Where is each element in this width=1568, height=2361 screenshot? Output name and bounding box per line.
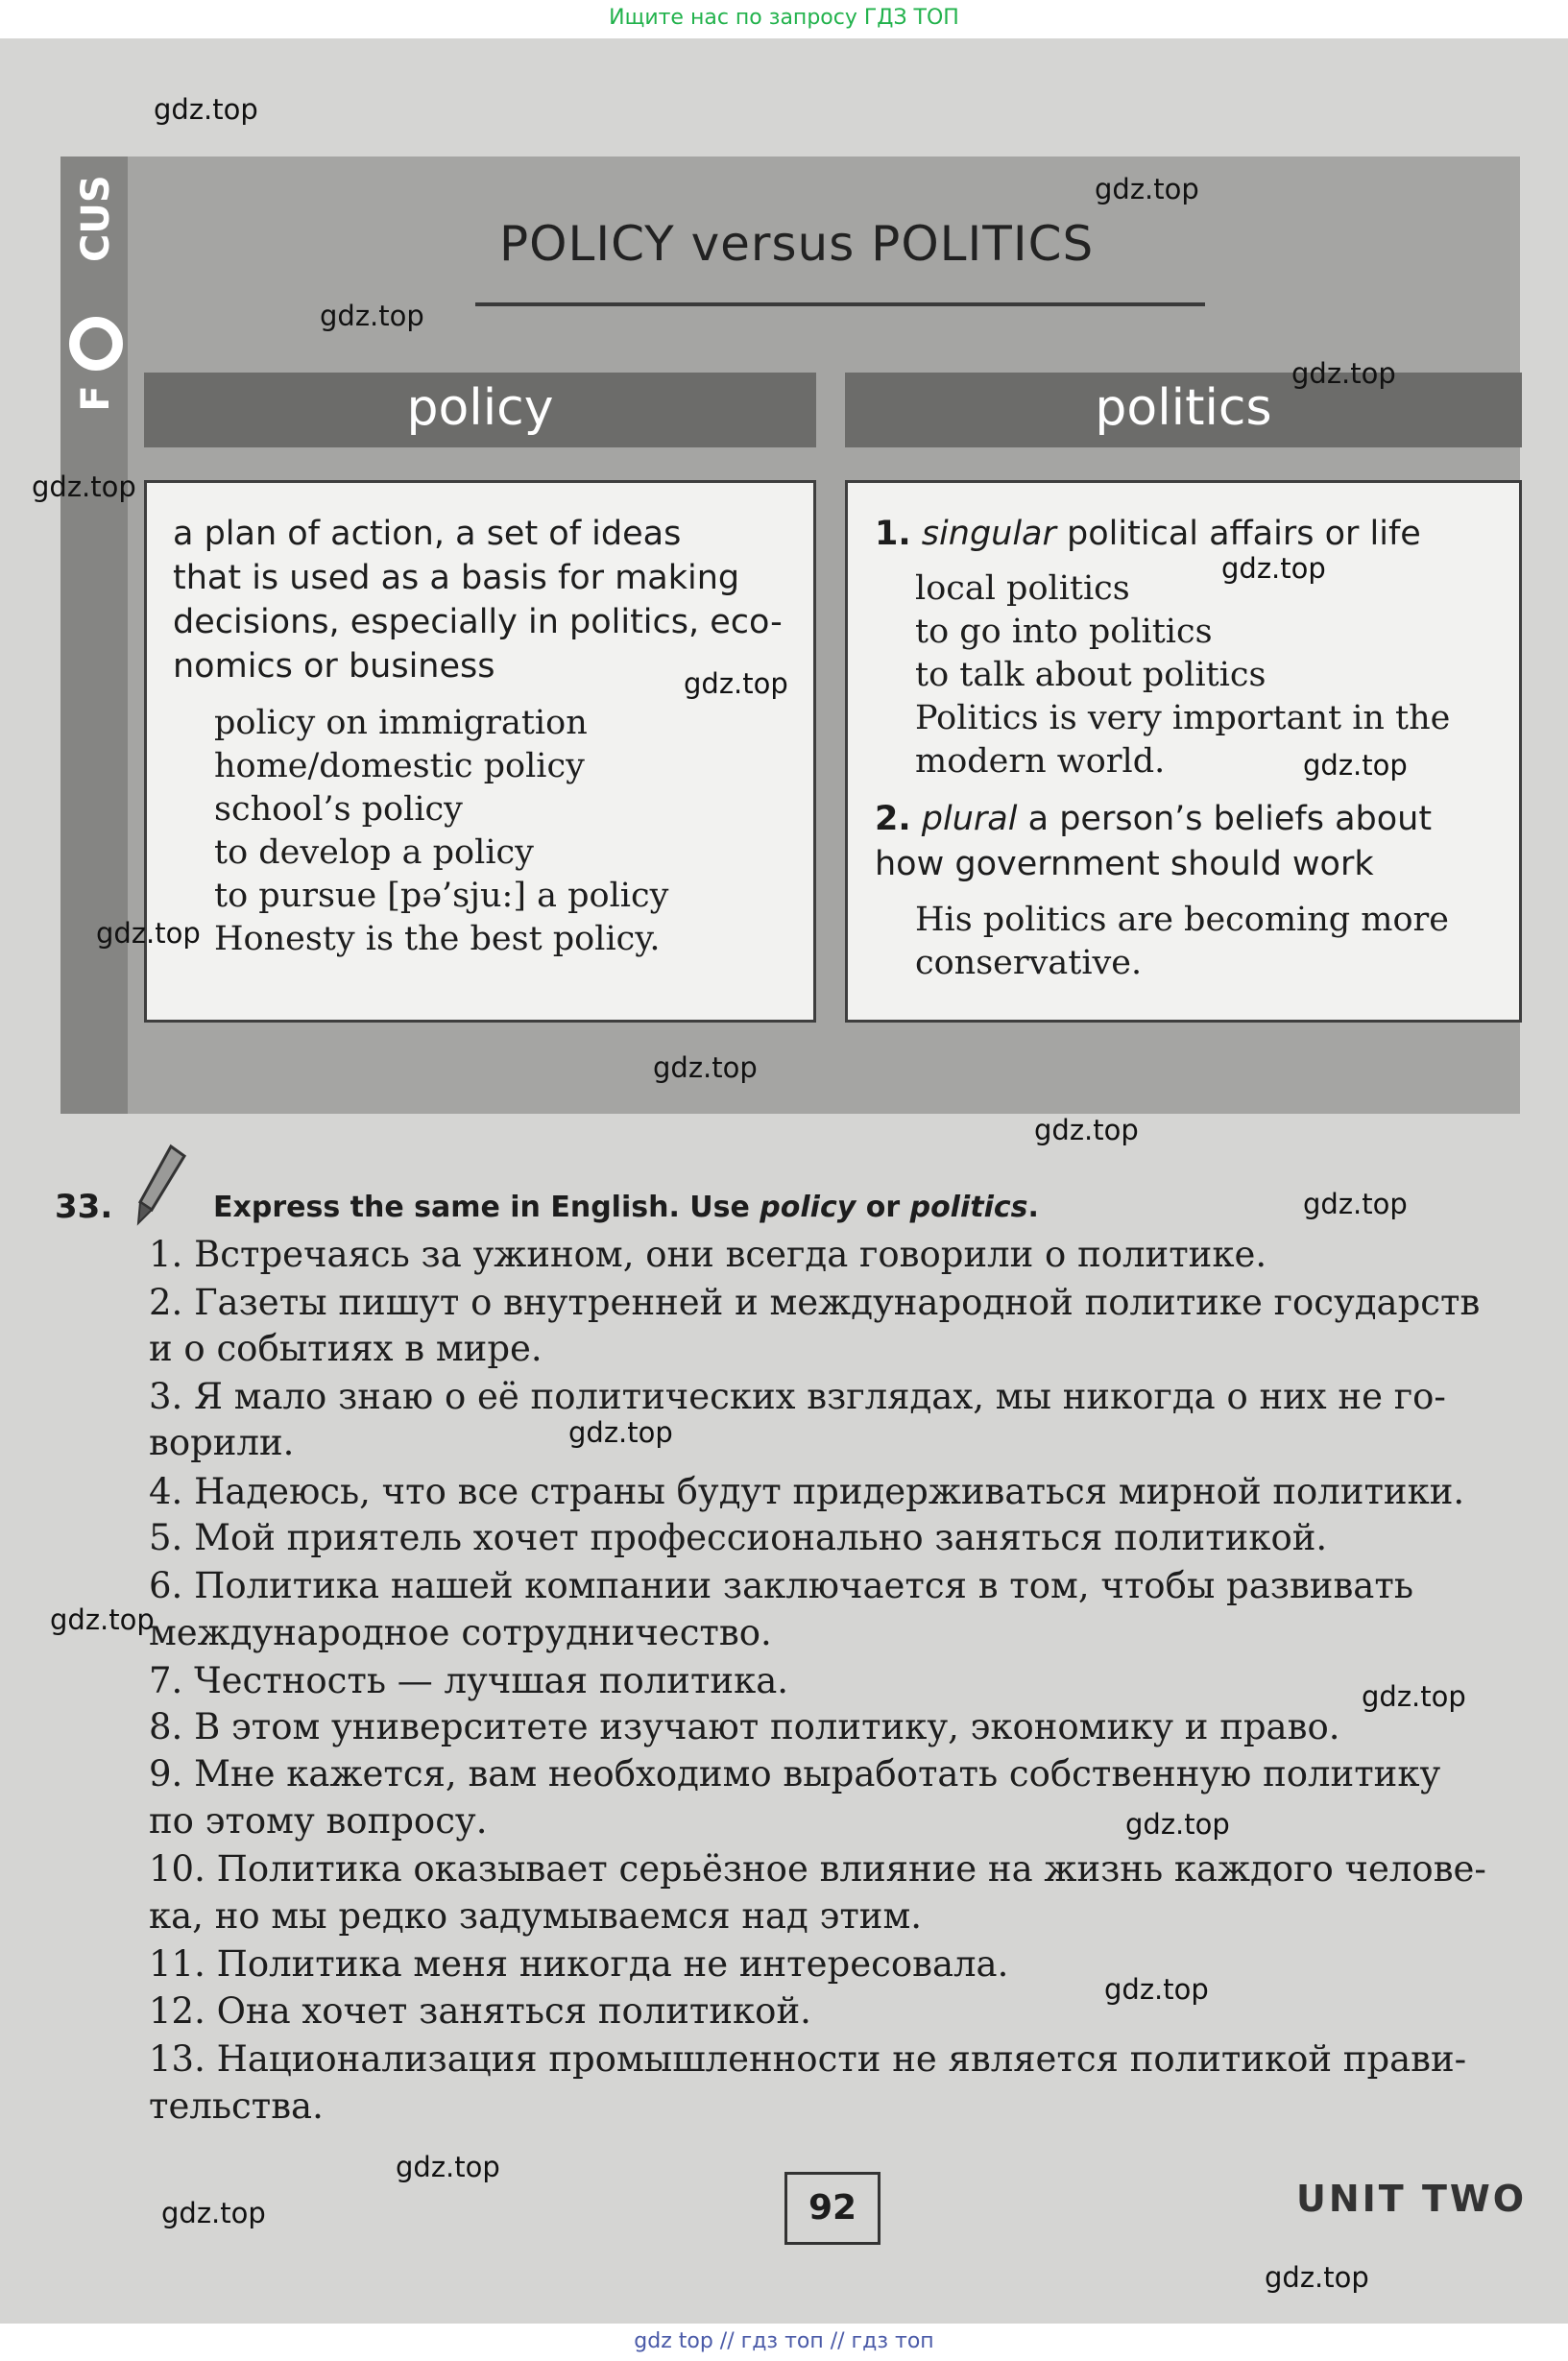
instruction-dot: . bbox=[1027, 1191, 1039, 1224]
exercise-instruction bbox=[213, 1191, 1039, 1224]
exercise-line: и о событиях в мире. bbox=[149, 1328, 543, 1369]
watermark: gdz.top bbox=[1095, 173, 1199, 205]
sense-1-grammar: singular bbox=[921, 515, 1056, 553]
exercise-line: 13. Национализация промышленности не является политикой прави- bbox=[149, 2038, 1467, 2080]
instruction-or: or bbox=[856, 1191, 910, 1224]
policy-def-line: a plan of action, a set of ideas bbox=[173, 515, 682, 553]
page-number: 92 bbox=[784, 2172, 880, 2245]
exercise-line: 12. Она хочет заняться политикой. bbox=[149, 1990, 811, 2032]
focus-label-bottom: F bbox=[74, 385, 118, 412]
exercise-line: ворили. bbox=[149, 1422, 295, 1463]
pencil-icon bbox=[134, 1143, 192, 1229]
exercise-line: 2. Газеты пишут о внутренней и международной политике государств bbox=[149, 1282, 1481, 1323]
policy-example: to develop a policy bbox=[214, 833, 534, 872]
watermark: gdz.top bbox=[568, 1416, 673, 1449]
watermark: gdz.top bbox=[1362, 1680, 1466, 1713]
exercise-line: 7. Честность — лучшая политика. bbox=[149, 1660, 789, 1701]
watermark: gdz.top bbox=[50, 1603, 155, 1636]
focus-title: POLICY versus POLITICS bbox=[499, 216, 1095, 272]
policy-box bbox=[144, 480, 816, 1023]
watermark: gdz.top bbox=[684, 667, 788, 700]
watermark: gdz.top bbox=[1303, 1188, 1408, 1220]
policy-def-line: that is used as a basis for making bbox=[173, 559, 740, 597]
politics-box bbox=[845, 480, 1522, 1023]
focus-label bbox=[67, 173, 125, 432]
instruction-text: Express the same in English. Use bbox=[213, 1191, 760, 1224]
politics-example: Politics is very important in the bbox=[915, 699, 1451, 737]
watermark: gdz.top bbox=[396, 2151, 500, 2183]
watermark: gdz.top bbox=[1125, 1808, 1230, 1841]
politics-sense-2-cont: how government should work bbox=[875, 845, 1374, 883]
policy-example: Honesty is the best policy. bbox=[214, 920, 661, 958]
politics-example: to go into politics bbox=[915, 613, 1213, 651]
exercise-line: 3. Я мало знаю о её политических взглядах, мы никогда о них не го- bbox=[149, 1376, 1446, 1417]
watermark: gdz.top bbox=[154, 93, 258, 126]
exercise-line: 9. Мне кажется, вам необходимо выработать собственную политику bbox=[149, 1753, 1441, 1795]
exercise-line: 10. Политика оказывает серьёзное влияние на жизнь каждого челове- bbox=[149, 1848, 1486, 1890]
sense-2-definition: a person’s beliefs about bbox=[1027, 800, 1433, 838]
exercise-line: 4. Надеюсь, что все страны будут придерживаться мирной политики. bbox=[149, 1471, 1465, 1512]
policy-header: policy bbox=[144, 373, 816, 447]
exercise-line: по этому вопросу. bbox=[149, 1800, 488, 1842]
politics-example: His politics are becoming more bbox=[915, 901, 1450, 939]
exercise-number: 33. bbox=[55, 1188, 113, 1226]
policy-example: home/domestic policy bbox=[214, 747, 585, 785]
politics-example: to talk about politics bbox=[915, 656, 1266, 694]
top-banner: Ищите нас по запросу ГДЗ ТОП bbox=[0, 0, 1568, 38]
watermark: gdz.top bbox=[320, 300, 424, 332]
sense-2-number: 2. bbox=[875, 800, 911, 838]
politics-sense-2 bbox=[875, 800, 1432, 838]
exercise-line: 5. Мой приятель хочет профессионально заняться политикой. bbox=[149, 1517, 1328, 1558]
exercise-line: тельства. bbox=[149, 2085, 324, 2127]
exercise-line: 6. Политика нашей компании заключается в том, чтобы развивать bbox=[149, 1565, 1413, 1606]
policy-def-line: decisions, especially in politics, eco- bbox=[173, 603, 783, 641]
focus-label-top: CUS bbox=[74, 175, 118, 262]
policy-def-line: nomics or business bbox=[173, 647, 495, 686]
watermark: gdz.top bbox=[1303, 749, 1408, 782]
politics-example: modern world. bbox=[915, 742, 1166, 781]
sense-1-number: 1. bbox=[875, 515, 911, 553]
bottom-banner: gdz top // гдз топ // гдз топ bbox=[0, 2324, 1568, 2361]
watermark: gdz.top bbox=[1265, 2261, 1369, 2294]
politics-example: conservative. bbox=[915, 944, 1143, 982]
politics-header: politics bbox=[845, 373, 1522, 447]
exercise-line: международное сотрудничество. bbox=[149, 1612, 772, 1653]
watermark: gdz.top bbox=[161, 2197, 266, 2229]
sense-1-definition: political affairs or life bbox=[1067, 515, 1421, 553]
watermark: gdz.top bbox=[653, 1051, 758, 1084]
watermark: gdz.top bbox=[32, 470, 136, 503]
policy-example: school’s policy bbox=[214, 790, 463, 829]
exercise-line: 11. Политика меня никогда не интересовала. bbox=[149, 1943, 1009, 1985]
policy-example: to pursue [pə’sju:] a policy bbox=[214, 877, 669, 915]
instruction-word-politics: politics bbox=[909, 1191, 1028, 1224]
watermark: gdz.top bbox=[1034, 1114, 1139, 1146]
sense-2-grammar: plural bbox=[921, 800, 1018, 838]
unit-label: UNIT TWO bbox=[1296, 2178, 1528, 2220]
politics-sense-1 bbox=[875, 515, 1421, 553]
watermark: gdz.top bbox=[1291, 357, 1396, 390]
title-underline bbox=[475, 302, 1205, 306]
watermark: gdz.top bbox=[1221, 552, 1326, 585]
exercise-line: ка, но мы редко задумываемся над этим. bbox=[149, 1895, 922, 1937]
watermark: gdz.top bbox=[1104, 1973, 1209, 2006]
exercise-line: 8. В этом университете изучают политику, экономику и право. bbox=[149, 1706, 1340, 1747]
exercise-line: 1. Встречаясь за ужином, они всегда говорили о политике. bbox=[149, 1234, 1267, 1275]
watermark: gdz.top bbox=[96, 917, 201, 950]
politics-example: local politics bbox=[915, 569, 1130, 608]
instruction-word-policy: policy bbox=[760, 1191, 856, 1224]
policy-example: policy on immigration bbox=[214, 704, 588, 742]
focus-o-icon bbox=[69, 317, 123, 371]
